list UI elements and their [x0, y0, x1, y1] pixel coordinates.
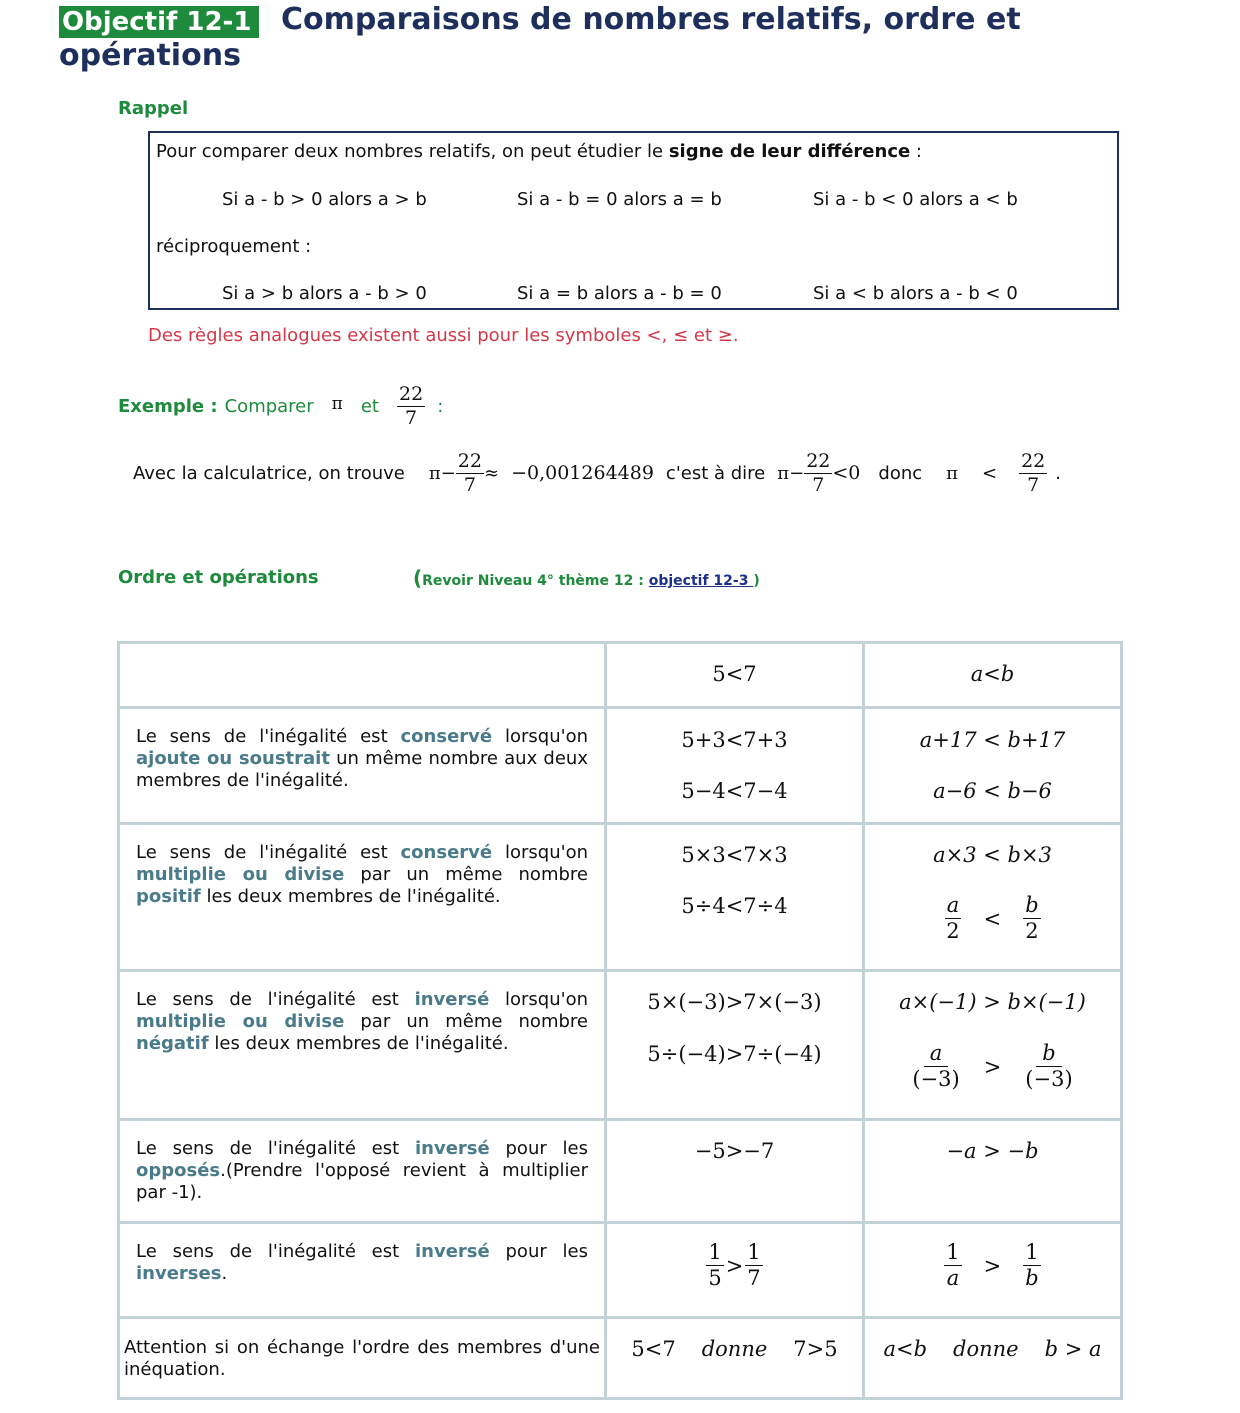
rule-text: pour les — [489, 1138, 588, 1159]
frac-num: b — [1025, 893, 1039, 917]
algebra-inverses — [865, 1242, 1120, 1289]
objective-badge: Objectif 12-1 — [59, 6, 259, 38]
calculation-line — [133, 449, 1061, 497]
calc-fraction-3 — [1019, 449, 1047, 496]
frac-den: (−3) — [1025, 1067, 1073, 1091]
fraction-numerator: 22 — [457, 449, 482, 472]
frac-den: 2 — [946, 919, 960, 943]
rule-text: lorsqu'on — [492, 726, 588, 747]
rappel-rule-5: Si a = b alors a - b = 0 — [517, 283, 722, 304]
fraction-denominator: 7 — [463, 473, 476, 496]
rule-opposites — [136, 1138, 588, 1204]
rule-highlight: ajoute ou soustrait — [136, 748, 330, 769]
rule-highlight: inversé — [414, 989, 490, 1010]
frac-den: 2 — [1025, 919, 1039, 943]
swap-donne: donne — [953, 1337, 1019, 1361]
swap-left: 5<7 — [631, 1337, 676, 1361]
rule-text: par un même nombre — [344, 864, 588, 885]
example-label: Exemple : — [118, 395, 218, 417]
algebra-opposites: −a > −b — [946, 1139, 1039, 1163]
rule-text: Le sens de l'inégalité est — [136, 842, 401, 863]
fraction-numerator: 22 — [1021, 449, 1046, 472]
calc-approx: ≈ — [483, 462, 500, 484]
header-algebraic — [865, 662, 1120, 686]
frac-num: 1 — [708, 1240, 722, 1264]
rappel-intro-text: Pour comparer deux nombres relatifs, on peut étudier le — [156, 141, 669, 162]
header-op: < — [983, 662, 1001, 686]
rule-text: Le sens de l'inégalité est — [136, 1241, 415, 1262]
rule-inverses — [136, 1241, 588, 1285]
frac-num: a — [924, 1043, 949, 1067]
rappel-intro-end: : — [910, 141, 922, 162]
frac-op: > — [983, 1253, 1002, 1278]
example-inverses — [607, 1242, 862, 1289]
rule-swap-members: Attention si on échange l'ordre des membres d'une inéquation. — [124, 1337, 600, 1380]
revoir-open-paren: ( — [413, 566, 423, 590]
rule-highlight: inverses — [136, 1263, 222, 1284]
example-add: 5+3<7+3 — [681, 728, 788, 752]
fraction-denominator: 7 — [812, 473, 825, 496]
calc-donc: donc — [878, 462, 923, 484]
rule-highlight: opposés — [136, 1160, 221, 1181]
rule-text: lorsqu'on — [492, 842, 588, 863]
swap-right: 7>5 — [793, 1337, 838, 1361]
reciprocal-label: réciproquement : — [156, 236, 312, 257]
rappel-intro-bold: signe de leur différence — [668, 141, 911, 162]
page-title: Comparaisons de nombres relatifs, ordre et opérations — [59, 2, 1021, 73]
frac-op: < — [983, 906, 1002, 931]
example-et: et — [360, 395, 379, 417]
algebra-multiply-negative: a×(−1) > b×(−1) — [899, 990, 1086, 1014]
swap-left: a<b — [883, 1337, 928, 1361]
rappel-rule-1: Si a - b > 0 alors a > b — [222, 189, 427, 210]
calc-minus-1: − — [440, 462, 456, 484]
rule-text: Le sens de l'inégalité est — [136, 989, 415, 1010]
algebra-divide-positive — [865, 895, 1120, 942]
example-multiply-negative: 5×(−3)>7×(−3) — [647, 990, 822, 1014]
rule-multiply-positive — [136, 842, 588, 908]
frac-den: b — [1025, 1266, 1039, 1290]
frac-num: a — [946, 893, 960, 917]
rule-text: un même nombre aux deux membres de l'inégalité. — [136, 748, 588, 791]
rule-highlight: inversé — [414, 1138, 490, 1159]
example-multiply-positive: 5×3<7×3 — [681, 843, 788, 867]
rappel-rule-3: Si a - b < 0 alors a < b — [813, 189, 1018, 210]
revoir-close-paren: ) — [753, 573, 760, 589]
rule-highlight: conservé — [400, 842, 493, 863]
example-divide-negative: 5÷(−4)>7÷(−4) — [647, 1042, 822, 1066]
swap-right: b > a — [1044, 1337, 1102, 1361]
rule-text: . — [221, 1263, 228, 1284]
calc-intro: Avec la calculatrice, on trouve — [133, 462, 405, 484]
example-divide-positive: 5÷4<7÷4 — [681, 894, 788, 918]
algebra-subtract: a−6 < b−6 — [933, 779, 1052, 803]
revoir-reference — [413, 566, 760, 590]
order-heading: Ordre et opérations — [118, 567, 319, 588]
header-a: a — [970, 662, 984, 686]
frac-den: 7 — [747, 1266, 761, 1290]
frac-den: a — [946, 1266, 960, 1290]
algebra-divide-negative — [865, 1043, 1120, 1090]
objective-12-3-link[interactable]: objectif 12-3 — [648, 573, 754, 589]
rule-text: par un même nombre — [344, 1011, 588, 1032]
swap-donne: donne — [701, 1337, 768, 1361]
algebra-add: a+17 < b+17 — [919, 728, 1066, 752]
fraction-denominator: 7 — [1027, 473, 1040, 496]
rule-highlight: négatif — [136, 1033, 209, 1054]
algebra-multiply-positive: a×3 < b×3 — [933, 843, 1052, 867]
calc-lt: < — [982, 462, 998, 484]
header-b: b — [1000, 662, 1015, 686]
algebra-swap — [865, 1337, 1120, 1361]
example-opposites: −5>−7 — [694, 1139, 775, 1163]
calc-fraction-2 — [804, 449, 832, 496]
rule-text: Le sens de l'inégalité est — [136, 726, 401, 747]
frac-op: > — [725, 1253, 744, 1278]
example-colon: : — [437, 395, 444, 417]
calc-pi-3: π — [946, 462, 958, 484]
rule-highlight: conservé — [400, 726, 493, 747]
rappel-heading: Rappel — [118, 98, 189, 119]
rappel-rule-4: Si a > b alors a - b > 0 — [222, 283, 427, 304]
rule-text: .(Prendre l'opposé revient à multiplier par -1). — [136, 1160, 588, 1203]
example-line — [118, 381, 443, 431]
example-swap — [607, 1337, 862, 1361]
revoir-text: Revoir Niveau 4° thème 12 : — [422, 573, 649, 589]
frac-num: b — [1036, 1043, 1061, 1067]
frac-den: 5 — [708, 1266, 722, 1290]
rappel-note: Des règles analogues existent aussi pour les symboles <, ≤ et ≥. — [148, 325, 739, 346]
rule-text: les deux membres de l'inégalité. — [200, 886, 501, 907]
calc-pi-1: π — [428, 462, 441, 484]
rule-highlight: inversé — [414, 1241, 490, 1262]
calc-fraction-1 — [456, 449, 484, 496]
frac-num: 1 — [946, 1240, 960, 1264]
calc-minus-2: − — [789, 462, 805, 484]
rule-text: pour les — [489, 1241, 588, 1262]
frac-op: > — [983, 1054, 1002, 1079]
example-compare: Comparer — [224, 395, 314, 417]
frac-num: 1 — [1025, 1240, 1039, 1264]
rule-text: lorsqu'on — [489, 989, 588, 1010]
rappel-rule-2: Si a - b = 0 alors a = b — [517, 189, 722, 210]
rule-text: Le sens de l'inégalité est — [136, 1138, 415, 1159]
frac-den: (−3) — [912, 1067, 960, 1091]
fraction-denominator: 7 — [405, 406, 418, 429]
rappel-intro — [156, 141, 922, 162]
fraction-numerator: 22 — [806, 449, 831, 472]
rule-multiply-negative — [136, 989, 588, 1055]
example-fraction — [397, 382, 425, 429]
example-subtract: 5−4<7−4 — [681, 779, 788, 803]
rule-highlight: multiplie ou divise — [136, 864, 345, 885]
frac-num: 1 — [747, 1240, 761, 1264]
rule-highlight: multiplie ou divise — [136, 1011, 345, 1032]
calc-c-est-a-dire: c'est à dire — [665, 462, 766, 484]
header-numeric: 5<7 — [712, 662, 757, 686]
calc-period: . — [1055, 462, 1062, 484]
rule-add-subtract — [136, 726, 588, 792]
rule-highlight: positif — [136, 886, 201, 907]
calc-lt-zero: <0 — [832, 462, 861, 484]
example-pi: π — [331, 394, 343, 414]
calc-pi-2: π — [777, 462, 790, 484]
calc-value: −0,001264489 — [511, 462, 654, 484]
fraction-numerator: 22 — [399, 382, 424, 405]
rule-text: les deux membres de l'inégalité. — [208, 1033, 509, 1054]
rappel-rule-6: Si a < b alors a - b < 0 — [813, 283, 1018, 304]
